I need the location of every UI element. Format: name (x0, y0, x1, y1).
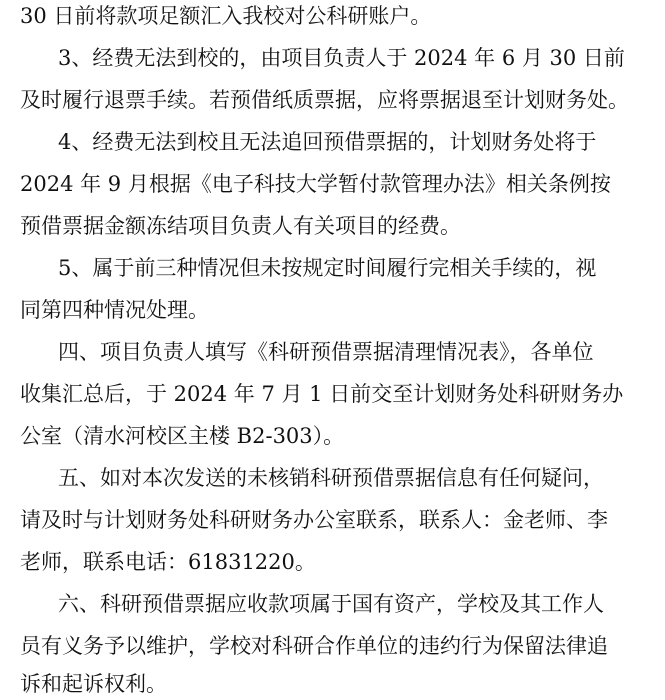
text-line: 4、经费无法到校且无法追回预借票据的，计划财务处将于 (58, 130, 597, 154)
text-line: 诉和起诉权利。 (20, 672, 167, 696)
text-line: 同第四种情况处理。 (20, 298, 209, 322)
text-line: 2024 年 9 月根据《电子科技大学暂付款管理办法》相关条例按 (20, 172, 611, 196)
text-line: 3、经费无法到校的，由项目负责人于 2024 年 6 月 30 日前 (58, 46, 625, 70)
text-line: 30 日前将款项足额汇入我校对公科研账户。 (20, 4, 432, 28)
text-line: 老师，联系电话：61831220。 (20, 550, 316, 574)
text-line: 收集汇总后，于 2024 年 7 月 1 日前交至计划财务处科研财务办 (20, 382, 624, 406)
text-line: 及时履行退票手续。若预借纸质票据，应将票据退至计划财务处。 (20, 88, 629, 112)
text-line: 员有义务予以维护，学校对科研合作单位的违约行为保留法律追 (20, 634, 608, 658)
text-line: 5、属于前三种情况但未按规定时间履行完相关手续的，视 (58, 256, 597, 280)
text-line: 公室（清水河校区主楼 B2-303）。 (20, 424, 345, 448)
text-line: 六、科研预借票据应收款项属于国有资产，学校及其工作人 (58, 592, 604, 616)
text-line: 预借票据金额冻结项目负责人有关项目的经费。 (20, 214, 461, 238)
text-line: 五、如对本次发送的未核销科研预借票据信息有任何疑问， (58, 466, 604, 490)
text-line: 四、项目负责人填写《科研预借票据清理情况表》，各单位 (58, 340, 594, 364)
text-line: 请及时与计划财务处科研财务办公室联系，联系人：金老师、李 (20, 508, 608, 532)
